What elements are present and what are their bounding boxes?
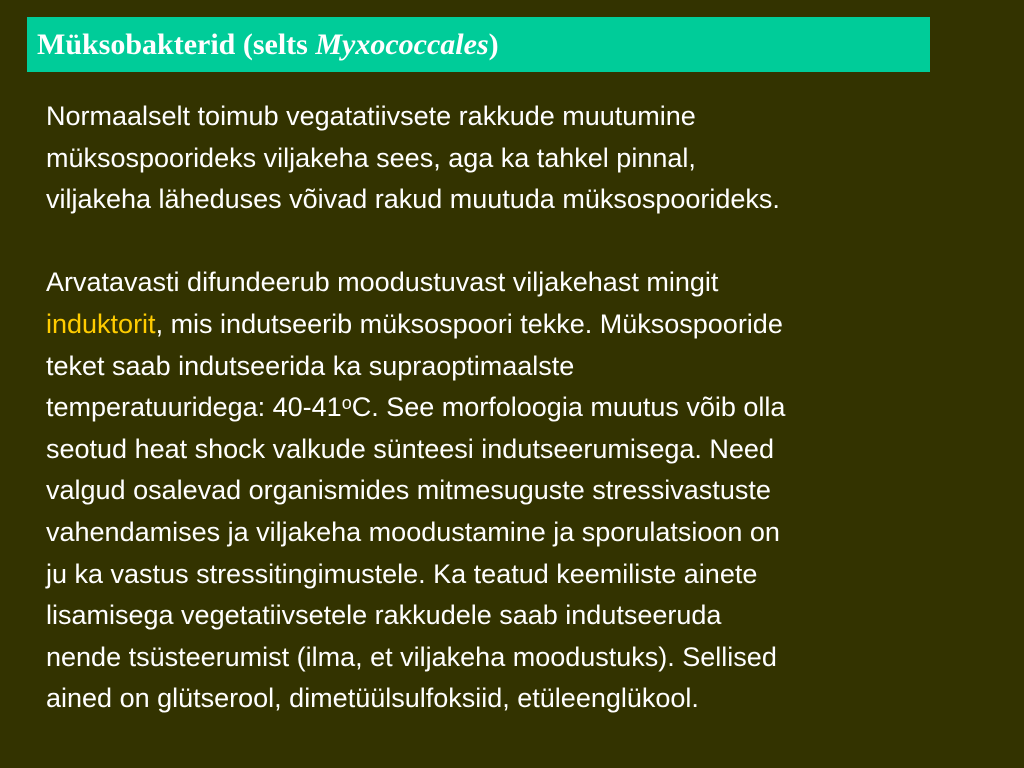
slide-body: [46, 96, 996, 720]
paragraph-1: [46, 96, 996, 221]
title-italic: Myxococcales: [315, 27, 489, 61]
paragraph-1-line-3: viljakeha läheduses võivad rakud muutuda müksospoorideks.: [46, 184, 780, 215]
highlighted-term: induktorit: [46, 308, 156, 339]
title-close: ): [488, 27, 499, 61]
paragraph-2: [46, 262, 996, 720]
paragraph-2-line-7: vahendamises ja viljakeha moodustamine ja sporulatsioon on: [46, 516, 780, 547]
paragraph-2-line-11: ained on glütserool, dimetüülsulfoksiid, etüleenglükool.: [46, 683, 699, 714]
title-bar: [27, 17, 930, 72]
paragraph-2-line-2: , mis indutseerib müksospoori tekke. Müksospooride: [155, 308, 783, 339]
paragraph-2-line-5: seotud heat shock valkude sünteesi indutseerumisega. Need: [46, 433, 774, 464]
paragraph-2-line-3: teket saab indutseerida ka supraoptimaalste: [46, 350, 575, 381]
paragraph-2-line-4-start: temperatuuridega: 40-41: [46, 392, 342, 423]
paragraph-2-line-8: ju ka vastus stressitingimustele. Ka teatud keemiliste ainete: [46, 558, 758, 589]
title-main: Müksobakterid (selts: [37, 27, 316, 61]
slide-title: [37, 28, 499, 62]
paragraph-1-line-1: Normaalselt toimub vegatatiivsete rakkude muutumine: [46, 101, 696, 131]
paragraph-2-line-9: lisamisega vegetatiivsetele rakkudele saab indutseeruda: [46, 600, 722, 631]
paragraph-2-line-10: nende tsüsteerumist (ilma, et viljakeha moodustuks). Sellised: [46, 641, 777, 672]
paragraph-2-line-1: Arvatavasti difundeerub moodustuvast viljakehast mingit: [46, 267, 719, 298]
paragraph-1-line-2: müksospoorideks viljakeha sees, aga ka tahkel pinnal,: [46, 142, 696, 173]
paragraph-2-line-4-rest: C. See morfoloogia muutus võib olla: [351, 392, 786, 423]
degree-superscript: o: [341, 393, 352, 414]
paragraph-2-line-6: valgud osalevad organismides mitmesuguste stressivastuste: [46, 475, 771, 506]
